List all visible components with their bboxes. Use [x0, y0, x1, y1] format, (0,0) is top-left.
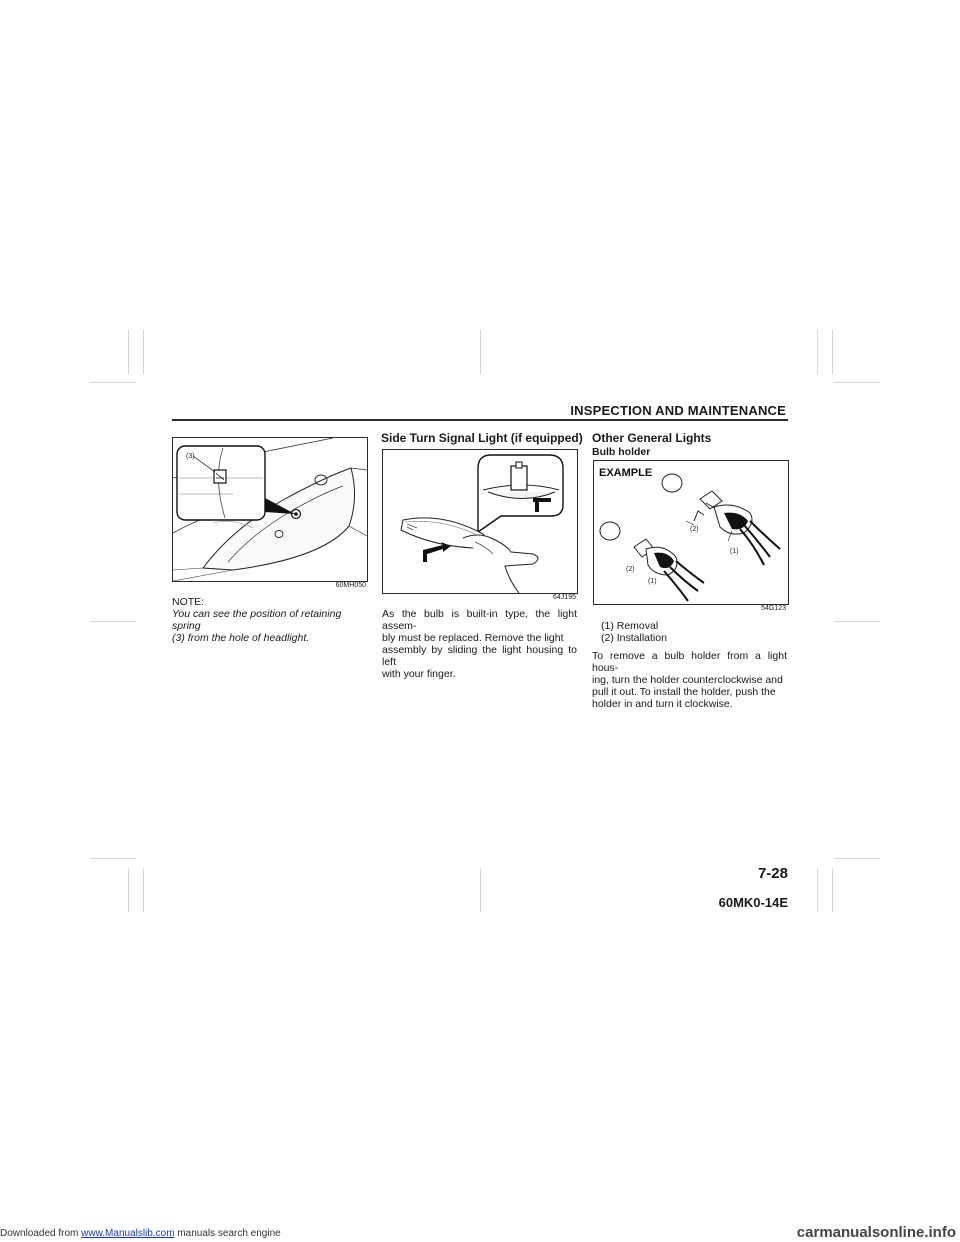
- bulb-holder-illustration: [594, 461, 788, 604]
- legend-item: (2) Installation: [601, 632, 667, 644]
- watermark-text: carmanualsonline.info: [796, 1224, 956, 1241]
- lower-holder: [634, 539, 704, 601]
- legend-item: (1) Removal: [601, 620, 659, 632]
- side-turn-body-line: As the bulb is built-in type, the light assem-: [382, 608, 577, 632]
- bulb-holder-legend: [601, 620, 781, 644]
- note-block: [172, 596, 368, 644]
- footer-prefix: Downloaded from: [0, 1228, 82, 1239]
- bulb-holder-figure: [593, 460, 789, 605]
- side-turn-body: [382, 608, 577, 680]
- manualslib-link[interactable]: www.Manualslib.com: [81, 1228, 175, 1239]
- example-label: EXAMPLE: [599, 467, 653, 479]
- callout-3: (3): [186, 453, 195, 460]
- document-code: 60MK0-14E: [718, 895, 788, 910]
- note-label: NOTE:: [172, 596, 205, 608]
- callout-2-lower: (2): [626, 566, 635, 573]
- note-text-line1: You can see the position of retaining spring: [172, 608, 342, 632]
- headlight-illustration: [173, 438, 367, 581]
- bulb-holder-subtitle: Bulb holder: [592, 446, 651, 458]
- side-turn-signal-title: Side Turn Signal Light (if equipped): [381, 431, 583, 445]
- page-number: 7-28: [757, 865, 788, 882]
- bulb-holder-body-line: To remove a bulb holder from a light hous-: [592, 650, 787, 674]
- side-turn-illustration: [383, 450, 577, 593]
- side-turn-body-line: assembly by sliding the light housing to left: [382, 644, 577, 668]
- bulb-holder-body-line: pull it out. To install the holder, push the: [592, 686, 776, 698]
- headlight-figure: [172, 437, 368, 582]
- bulb-holder-body-line: holder in and turn it clockwise.: [592, 698, 733, 710]
- side-turn-body-line: with your finger.: [382, 668, 456, 680]
- callout-1-upper: (1): [730, 548, 739, 555]
- inset-lamp-detail: [478, 455, 563, 532]
- footer-suffix: manuals search engine: [174, 1228, 281, 1239]
- inset-magnifier: [177, 446, 295, 520]
- header-rule: [172, 419, 788, 421]
- figure-code-54g123: 54G123: [761, 605, 786, 612]
- callout-2-upper: (2): [690, 526, 699, 533]
- figure-code-60mh050: 60MH050: [335, 582, 366, 589]
- other-general-lights-title: Other General Lights: [592, 431, 712, 445]
- download-footer: [0, 1228, 281, 1239]
- figure-code-64j195: 64J195: [553, 594, 576, 601]
- bulb-holder-body-line: ing, turn the holder counterclockwise and: [592, 674, 783, 686]
- side-turn-body-line: bly must be replaced. Remove the light: [382, 632, 564, 644]
- section-title: INSPECTION AND MAINTENANCE: [570, 403, 786, 418]
- side-turn-signal-figure: [382, 449, 578, 594]
- bulb-holder-body: [592, 650, 787, 710]
- note-text-line2: (3) from the hole of headlight.: [172, 632, 310, 644]
- callout-1-lower: (1): [648, 578, 657, 585]
